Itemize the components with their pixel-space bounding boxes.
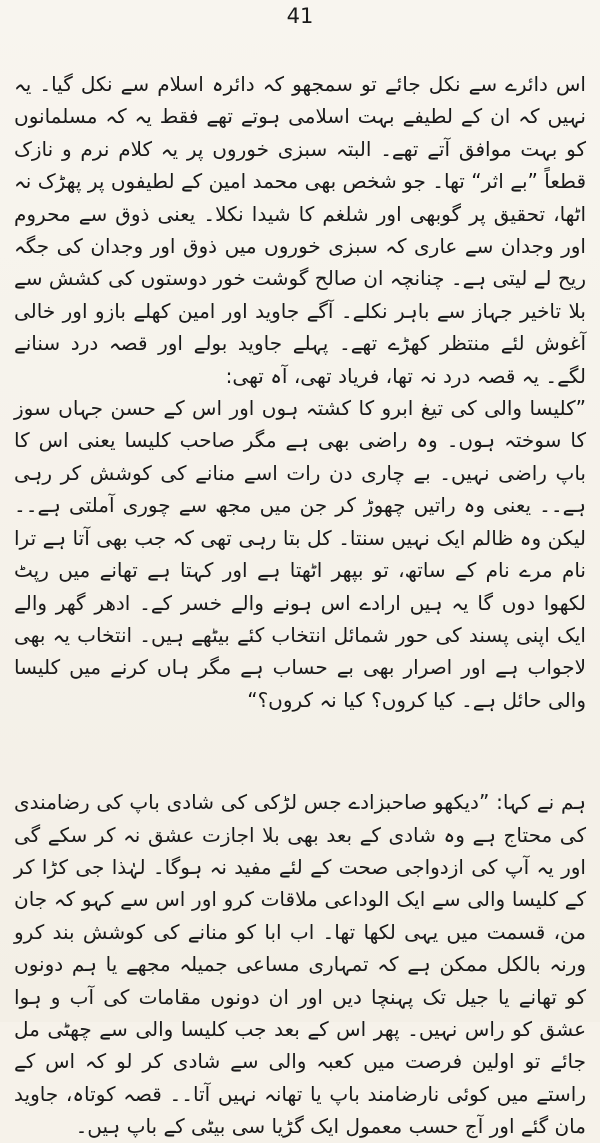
paragraph: ہم نے کہا: ”دیکھو صاحبزادے جس لڑکی کی شادی باپ کی رضامندی کی محتاج ہے وہ شادی کے بعد بھی بلا اجازت عشق نہ کر سکے گی اور یہ آپ کی ازدواجی صحت کے لئے مفید نہ ہوگا۔ لہٰذا جی کڑا کر کے کلیسا والی سے ایک الوداعی ملاقات کرو اور اس سے کہو کہ جان من، قسمت میں یہی لکھا تھا۔ اب ابا کو منانے کی کوشش بند کرو ورنہ بالکل ممکن ہے کہ تمہاری مساعی جمیلہ مجھے یا ہم دونوں کو تھانے یا جیل تک پہنچا دیں اور ان دونوں مقامات کی آب و ہوا عشق کو راس نہیں۔ پھر اس کے بعد جب کلیسا والی سے چھٹی مل جائے تو اولین فرصت میں کعبہ والی سے شادی کر لو کہ اس کے راستے میں کوئی نارضامند باپ یا تھانہ نہیں آتا۔۔ قصہ کوتاہ، جاوید مان گئے اور آج حسب معمول ایک گڑیا سی بیٹی کے باپ ہیں۔ [14, 790, 586, 1139]
paragraph: اس دائرے سے نکل جائے تو سمجھو کہ دائرہ اسلام سے نکل گیا۔ یہ نہیں کہ ان کے لطیفے بہت اسلامی ہوتے تھے فقط یہ کہ مسلمانوں کو بہت موافق آتے تھے۔ البتہ سبزی خوروں پر یہ کلام نرم و نازک قطعاً ”بے اثر“ تھا۔ جو شخص بھی محمد امین کے لطیفوں پر پھڑک نہ اٹھا، تحقیق پر گوبھی اور شلغم کا شیدا نکلا۔ یعنی ذوق سے محروم اور وجدان سے عاری کہ سبزی خوروں میں ذوق اور وجدان کی جگہ ریح لے لیتی ہے۔ چنانچہ ان صالح گوشت خور دوستوں کی کشش سے بلا تاخیر جہاز سے باہر نکلے۔ آگے جاوید اور امین کھلے بازو اور خالی آغوش لئے منتظر کھڑے تھے۔ پہلے جاوید بولے اور قصہ درد سنانے لگے۔ یہ قصہ درد نہ تھا، فریاد تھی، آہ تھی: [14, 72, 586, 388]
paragraph: ”کلیسا والی کی تیغ ابرو کا کشتہ ہوں اور اس کے حسن جہاں سوز کا سوختہ ہوں۔ وہ راضی بھی ہے مگر صاحب کلیسا یعنی اس کا باپ راضی نہیں۔ بے چاری دن رات اسے منانے کی کوشش کر رہی ہے۔۔ یعنی وہ راتیں چھوڑ کر جن میں مجھ سے چوری آملتی ہے۔۔ لیکن وہ ظالم ایک نہیں سنتا۔ کل بتا رہی تھی کہ جب بھی آتا ہے ترا نام مرے نام کے ساتھ، تو بپھر اٹھتا ہے اور کہتا ہے تھانے میں رپٹ لکھوا دوں گا یہ ہیں ارادے اس ہونے والے خسر کے۔ ادھر گھر والے ایک اپنی پسند کی حور شمائل انتخاب کئے بیٹھے ہیں۔ انتخاب یہ بھی لاجواب ہے اور اصرار بھی بے حساب ہے مگر ہاں کرنے میں کلیسا والی حائل ہے۔ کیا کروں؟ کیا نہ کروں؟“ [14, 396, 586, 712]
paragraph-spacer [14, 716, 586, 786]
body-text [14, 68, 586, 1143]
page-number: 41 [286, 4, 314, 28]
